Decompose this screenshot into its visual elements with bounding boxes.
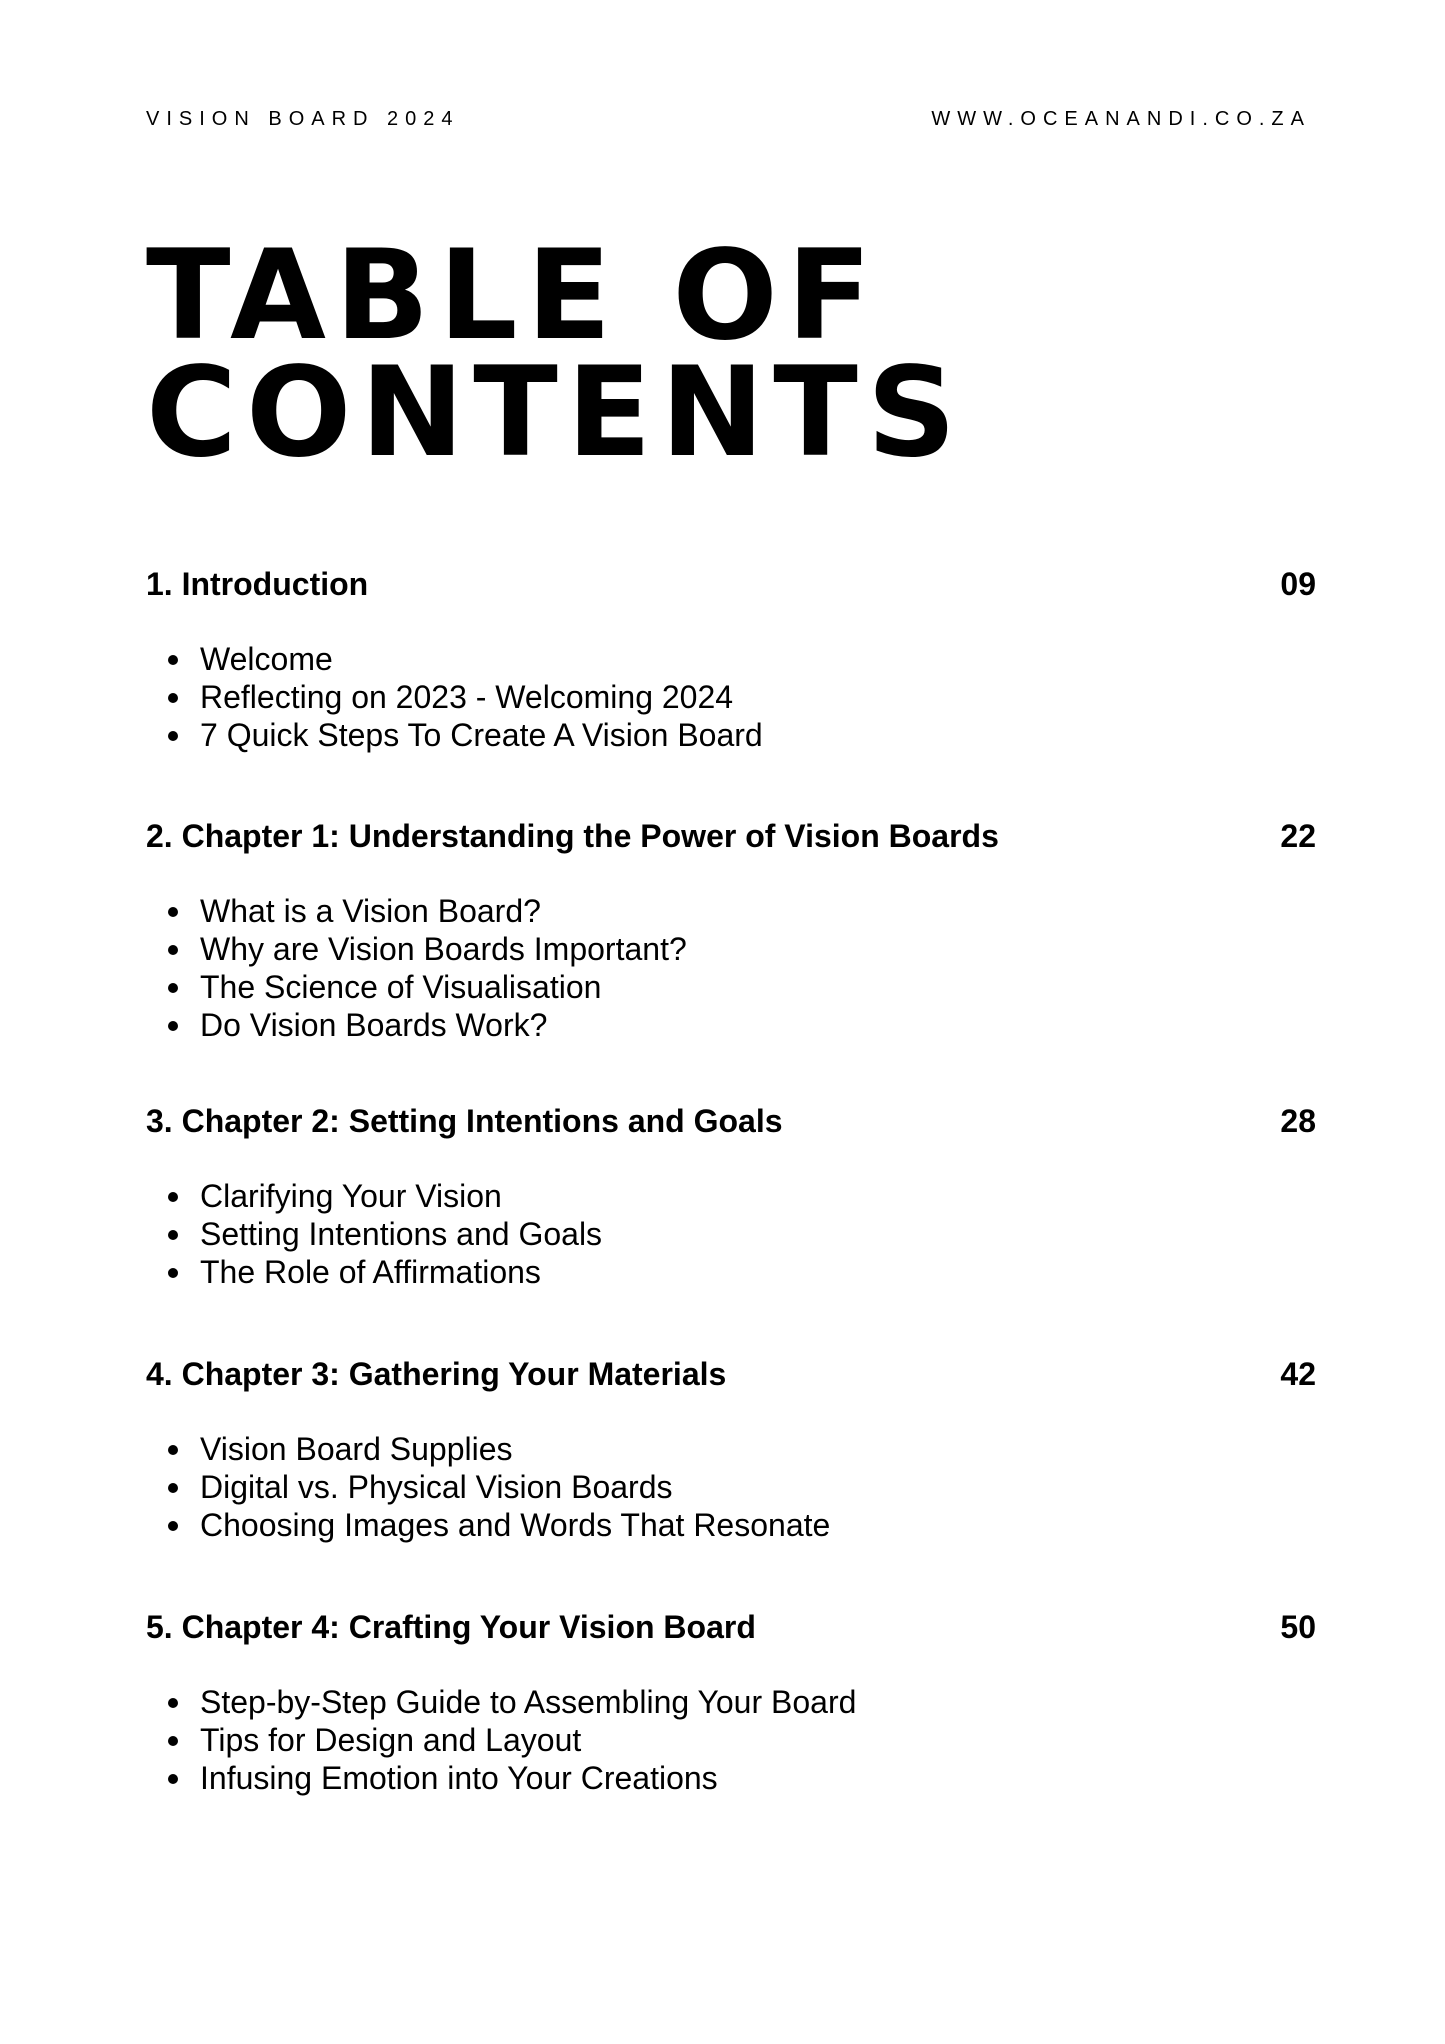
- toc-entry-title: 5. Chapter 4: Crafting Your Vision Board: [146, 1609, 756, 1645]
- toc-subitem: [146, 1721, 1316, 1759]
- bullet-icon: [168, 1021, 178, 1031]
- header-title: VISION BOARD 2024: [146, 108, 460, 130]
- toc-section-chapter-3: [146, 1354, 1316, 1544]
- toc-subitem: [146, 1759, 1316, 1797]
- toc-subitem-label: Clarifying Your Vision: [200, 1178, 502, 1214]
- toc-subitem-label: Tips for Design and Layout: [200, 1722, 582, 1758]
- toc-section-introduction: [146, 564, 1316, 754]
- bullet-icon: [168, 655, 178, 665]
- toc-subitem-label: Welcome: [200, 641, 333, 677]
- toc-entry-title: 4. Chapter 3: Gathering Your Materials: [146, 1356, 727, 1392]
- toc-subitem-list: [146, 1177, 1316, 1291]
- toc-subitem-label: Step-by-Step Guide to Assembling Your Board: [200, 1684, 857, 1720]
- bullet-icon: [168, 1230, 178, 1240]
- toc-subitem: [146, 1683, 1316, 1721]
- toc-entry-heading[interactable]: [146, 564, 1316, 604]
- toc-subitem-list: [146, 892, 1316, 1044]
- page-header: [146, 106, 1311, 132]
- toc-entry-page-number: 22: [1280, 818, 1316, 854]
- toc-subitem-list: [146, 640, 1316, 754]
- bullet-icon: [168, 1521, 178, 1531]
- toc-entry-heading[interactable]: [146, 1607, 1316, 1647]
- toc-subitem-label: What is a Vision Board?: [200, 893, 541, 929]
- toc-subitem: [146, 678, 1316, 716]
- toc-section-chapter-1: [146, 816, 1316, 1044]
- toc-subitem: [146, 892, 1316, 930]
- toc-subitem: [146, 1215, 1316, 1253]
- page-title-line-1: TABLE OF: [146, 224, 881, 368]
- toc-subitem-label: Vision Board Supplies: [200, 1431, 513, 1467]
- toc-subitem: [146, 930, 1316, 968]
- toc-subitem-label: Setting Intentions and Goals: [200, 1216, 603, 1252]
- toc-subitem-label: Digital vs. Physical Vision Boards: [200, 1469, 673, 1505]
- toc-section-chapter-4: [146, 1607, 1316, 1797]
- page-title-line-2: CONTENTS: [146, 341, 966, 485]
- bullet-icon: [168, 945, 178, 955]
- toc-entry-page-number: 42: [1280, 1356, 1316, 1392]
- bullet-icon: [168, 1268, 178, 1278]
- bullet-icon: [168, 1736, 178, 1746]
- toc-entry-title: 2. Chapter 1: Understanding the Power of Vision Boards: [146, 818, 999, 854]
- toc-entry-title: 1. Introduction: [146, 566, 369, 602]
- toc-subitem-list: [146, 1683, 1316, 1797]
- toc-subitem: [146, 716, 1316, 754]
- toc-subitem: [146, 968, 1316, 1006]
- toc-subitem: [146, 1506, 1316, 1544]
- header-website-link[interactable]: WWW.OCEANANDI.CO.ZA: [931, 108, 1311, 130]
- toc-subitem-label: Do Vision Boards Work?: [200, 1007, 548, 1043]
- toc-subitem: [146, 1253, 1316, 1291]
- page-title: [146, 224, 966, 485]
- toc-entry-title: 3. Chapter 2: Setting Intentions and Goals: [146, 1103, 783, 1139]
- toc-entry-heading[interactable]: [146, 1354, 1316, 1394]
- bullet-icon: [168, 731, 178, 741]
- bullet-icon: [168, 1483, 178, 1493]
- toc-subitem-label: 7 Quick Steps To Create A Vision Board: [200, 717, 763, 753]
- toc-subitem-label: The Science of Visualisation: [200, 969, 602, 1005]
- toc-subitem: [146, 1006, 1316, 1044]
- bullet-icon: [168, 1698, 178, 1708]
- toc-entry-heading[interactable]: [146, 1101, 1316, 1141]
- toc-entry-page-number: 28: [1280, 1103, 1316, 1139]
- toc-entry-heading[interactable]: [146, 816, 1316, 856]
- bullet-icon: [168, 1445, 178, 1455]
- toc-subitem: [146, 1177, 1316, 1215]
- bullet-icon: [168, 907, 178, 917]
- bullet-icon: [168, 693, 178, 703]
- toc-subitem: [146, 1468, 1316, 1506]
- toc-subitem-label: Why are Vision Boards Important?: [200, 931, 687, 967]
- toc-subitem: [146, 640, 1316, 678]
- toc-subitem-label: Reflecting on 2023 - Welcoming 2024: [200, 679, 734, 715]
- bullet-icon: [168, 1774, 178, 1784]
- toc-subitem-list: [146, 1430, 1316, 1544]
- bullet-icon: [168, 1192, 178, 1202]
- bullet-icon: [168, 983, 178, 993]
- toc-subitem-label: The Role of Affirmations: [200, 1254, 541, 1290]
- toc-subitem-label: Choosing Images and Words That Resonate: [200, 1507, 831, 1543]
- toc-subitem-label: Infusing Emotion into Your Creations: [200, 1760, 718, 1796]
- toc-subitem: [146, 1430, 1316, 1468]
- toc-section-chapter-2: [146, 1101, 1316, 1291]
- toc-entry-page-number: 50: [1280, 1609, 1316, 1645]
- toc-entry-page-number: 09: [1280, 566, 1316, 602]
